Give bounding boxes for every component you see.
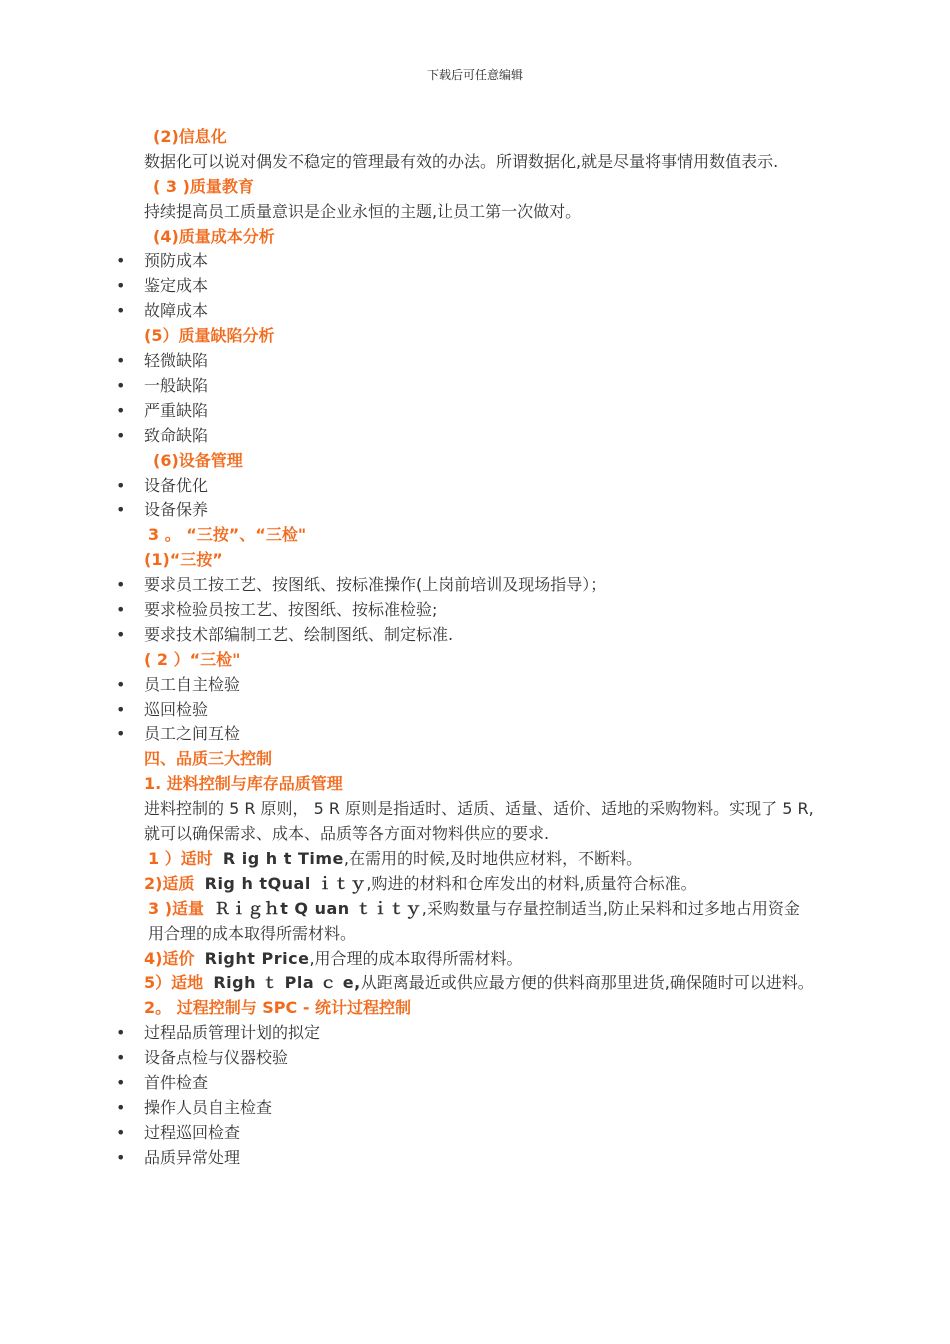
- list-item: • 预防成本: [144, 249, 814, 274]
- list-item: • 设备优化: [144, 474, 814, 499]
- list-item: • 设备点检与仪器校验: [144, 1046, 814, 1071]
- section-heading: 1. 进料控制与库存品质管理: [144, 774, 343, 794]
- rule-label: 2)适质: [144, 873, 195, 893]
- list-item: • 巡回检验: [144, 698, 814, 723]
- rule-term: R ig h t Time: [222, 848, 344, 868]
- document-body: [144, 125, 814, 1171]
- rule-description: ,采购数量与存量控制适当,防止呆料和过多地占用资金用合理的成本取得所需材料。: [148, 898, 800, 943]
- list-item: • 要求员工按工艺、按图纸、按标准操作(上岗前培训及现场指导）；: [144, 573, 814, 598]
- rule-item: [144, 897, 814, 947]
- rule-label: 3 )适量: [148, 898, 205, 918]
- list-item: • 过程品质管理计划的拟定: [144, 1021, 814, 1046]
- page-header: 下载后可任意编辑: [426, 68, 523, 82]
- rule-description: ,购进的材料和仓库发出的材料,质量符合标准。: [366, 873, 697, 893]
- list-item: • 要求技术部编制工艺、绘制图纸、制定标准.: [144, 623, 814, 648]
- list-item: • 要求检验员按工艺、按图纸、按标准检验;: [144, 598, 814, 623]
- rule-item: [144, 847, 814, 872]
- rule-item: [144, 947, 814, 972]
- paragraph: 持续提高员工质量意识是企业永恒的主题,让员工第一次做对。: [144, 201, 582, 221]
- rule-term: Right Price: [204, 948, 310, 968]
- rule-description: 从距离最近或供应最方便的供料商那里进货,确保随时可以进料。: [360, 973, 814, 993]
- list-item: • 一般缺陷: [144, 374, 814, 399]
- list-item: • 品质异常处理: [144, 1146, 814, 1171]
- section-heading: (6)设备管理: [153, 450, 243, 470]
- rule-item: [144, 872, 814, 897]
- rule-term: Righ ｔ Pla ｃ e,: [213, 973, 361, 993]
- list-item: • 过程巡回检查: [144, 1121, 814, 1146]
- section-heading: (4)质量成本分析: [153, 226, 275, 246]
- list-item: • 操作人员自主检查: [144, 1096, 814, 1121]
- list-item: • 首件检查: [144, 1071, 814, 1096]
- rule-label: 1 ）适时: [148, 848, 213, 868]
- rule-item: [144, 971, 814, 996]
- list-item: • 员工自主检验: [144, 673, 814, 698]
- list-item: • 严重缺陷: [144, 399, 814, 424]
- section-heading: (5）质量缺陷分析: [144, 326, 275, 346]
- paragraph: 数据化可以说对偶发不稳定的管理最有效的办法。所谓数据化,就是尽量将事情用数值表示.: [144, 151, 779, 171]
- section-heading: 四、品质三大控制: [144, 749, 273, 769]
- rule-term: Rig h tQual ｉｔｙ: [204, 873, 367, 893]
- section-heading: (2)信息化: [153, 127, 227, 146]
- list-item: • 鉴定成本: [144, 274, 814, 299]
- paragraph: 进料控制的 5 R 原则， 5 R 原则是指适时、适质、适量、适价、适地的采购物料。实现了 5 R,就可以确保需求、成本、品质等各方面对物料供应的要求.: [144, 799, 814, 843]
- rule-description: ,用合理的成本取得所需材料。: [309, 948, 523, 968]
- list-item: • 轻微缺陷: [144, 349, 814, 374]
- list-item: • 设备保养: [144, 498, 814, 523]
- section-heading: ( 2 ）“三检": [144, 649, 241, 669]
- rule-label: 5）适地: [144, 973, 204, 993]
- section-heading: (1)“三按”: [144, 550, 223, 570]
- list-item: • 员工之间互检: [144, 722, 814, 747]
- list-item: • 致命缺陷: [144, 424, 814, 449]
- rule-label: 4)适价: [144, 948, 195, 968]
- rule-description: ,在需用的时候,及时地供应材料，不断料。: [343, 848, 643, 868]
- section-heading: 2。 过程控制与 SPC - 统计过程控制: [144, 998, 412, 1018]
- rule-term: Ｒｉｇｈt Q uan ｔｉｔｙ: [214, 898, 422, 918]
- list-item: • 故障成本: [144, 299, 814, 324]
- section-heading: 3 。 “三按”、“三检": [148, 525, 307, 545]
- section-heading: ( 3 )质量教育: [153, 176, 254, 196]
